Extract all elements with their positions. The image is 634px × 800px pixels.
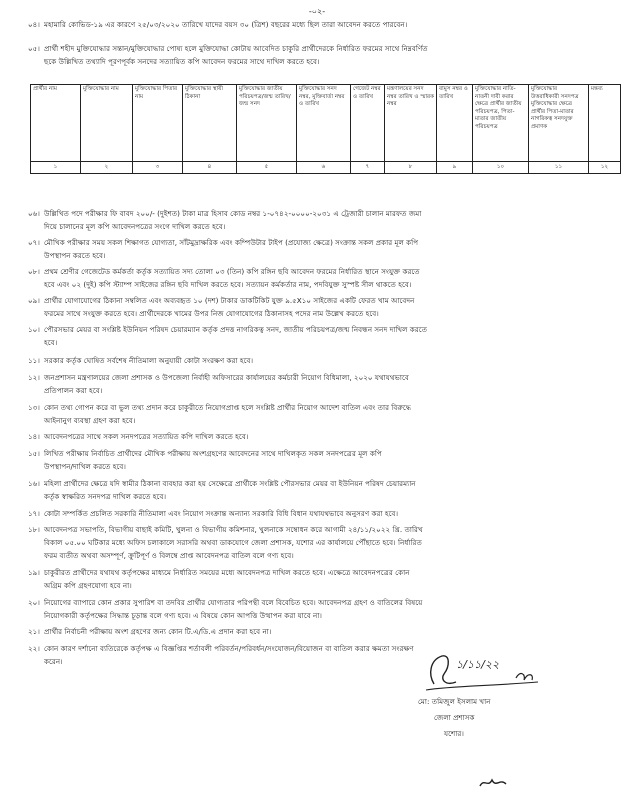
table-number-cell: ৫	[237, 162, 297, 174]
freedom-fighter-table	[30, 84, 621, 174]
table-number-cell: ৯	[437, 162, 473, 174]
page-number: -০২-	[308, 7, 326, 16]
table-number-cell: ৪	[183, 162, 237, 174]
item-18-line-2: বিকাল ০৫.০০ ঘটিকার মধ্যে অফিস চলাকালে সরাসরি অথবা ডাকযোগে জেলা প্রশাসক, যশোর এর কার্যালয়ে পৌঁছাতে হবে। নির্ধারিত	[44, 538, 422, 547]
item-04-line-1: ০৪। মহামারি কোভিড-১৯ এর কারণে ২৫/০৩/২০২০ তারিখে যাদের বয়স ৩০ (ত্রিশ) বছরের মধ্যে ছিল তারা আবেদন করতে পারবেন।	[28, 20, 408, 29]
item-19-line-2: অগ্রিম কপি গ্রহণযোগ্য হবে না।	[44, 581, 132, 590]
item-09-line-2: ফরমের সাথে সংযুক্ত করতে হবে। প্রার্থীদেরকে খামের উপর নিজ যোগাযোগের ঠিকানাসহ পদের নাম উল্লেখ করতে হবে।	[44, 309, 379, 318]
item-20-line-2: নিয়োগকারী কর্তৃপক্ষের সিদ্ধান্ত চূড়ান্ত বলে গণ্য হবে। এ বিষয়ে কোন আপত্তি উত্থাপন করা যাবে না।	[44, 611, 322, 620]
signature-date: ১/১১/২২	[456, 658, 500, 671]
item-19-line-1: ১৯। চাকুরীরত প্রার্থীদের যথাযথ কর্তৃপক্ষের মাধ্যমে নির্ধারিত সময়ের মধ্যে আবেদনপত্র দাখিল করতে হবে। এক্ষেত্রে আবেদনপত্রের কোন	[28, 568, 410, 577]
item-12-line-2: প্রতিপালন করা হবে।	[44, 386, 103, 395]
signatory-designation: জেলা প্রশাসক	[434, 713, 475, 722]
item-12-line-1: ১২। জনপ্রশাসন মন্ত্রণালয়ের জেলা প্রশাসক ও উপজেলা নির্বাহী অফিসারের কার্যালয়ের কর্মচারী নিয়োগ বিধিমালা, ২০২০ যথাযথভাবে	[28, 373, 409, 382]
table-number-cell: ১১	[529, 162, 589, 174]
signatory-name: মো: তমিজুল ইসলাম খান	[418, 697, 491, 706]
table-header-cell: মুক্তিযোদ্ধার জাতীয় পরিচয়পত্র/জন্ম তারিখ/জন্ম সনদ	[237, 85, 297, 162]
table-header-row	[31, 85, 621, 162]
item-13-line-1: ১৩। কোন তথ্য গোপন করে বা ভুল তথ্য প্রদান করে চাকুরীতে নিয়োগপ্রাপ্ত হলে সংশ্লিষ্ট প্রার্থীর নিয়োগ আদেশ বাতিল এবং তার বিরুদ্ধে	[28, 403, 412, 412]
table-header-cell: মন্ত্রণালয়ের সনদ নম্বর তারিখ ও স্মারক নম্বর	[385, 85, 437, 162]
table-header-cell: গেজেট নম্বর ও তারিখ	[351, 85, 385, 162]
item-16-line-1: ১৬। মহিলা প্রার্থীদের ক্ষেত্রে যদি স্বামীর ঠিকানা ব্যবহার করা হয় সেক্ষেত্রে প্রার্থীকে সংশ্লিষ্ট পৌরসভার মেয়র বা ইউনিয়ন পরিষদ চেয়ারম্যান	[28, 479, 416, 488]
item-15-line-2: উপস্থাপন/দাখিল করতে হবে।	[44, 462, 126, 471]
item-06-line-2: দিয়ে চালানের মূল কপি আবেদনপত্রের সংগে দাখিল করতে হবে।	[44, 222, 226, 231]
item-17-line-1: ১৭। কোটা সম্পর্কিত প্রচলিত সরকারি নীতিমালা এবং নিয়োগ সংক্রান্ত অন্যান্য সরকারি বিধি বিধান যথাযথভাবে অনুসরণ করা হবে।	[28, 509, 399, 518]
item-14-line-1: ১৪। আবেদনপত্রের সাথে সকল সনদপত্রের সত্যায়িত কপি দাখিল করতে হবে।	[28, 432, 249, 441]
item-13-line-2: আইনানুগ ব্যবস্থা গ্রহণ করা হবে।	[44, 416, 136, 425]
table-number-cell: ১২	[589, 162, 621, 174]
item-08-line-1: ০৮। প্রথম শ্রেণীর গেজেটেড কর্মকর্তা কর্তৃক সত্যায়িত সদ্য তোলা ০৩ (তিন) কপি রঙ্গিন ছবি আবেদন ফরমের নির্ধারিত স্থানে সংযুক্ত করতে	[28, 267, 420, 276]
item-22-line-1: ২২। কোন কারণ দর্শানো ব্যতিরেকে কর্তৃপক্ষ এ বিজ্ঞপ্তির শর্তাবলী পরিবর্তন/পরিবর্ধন/সংযোজন/বিয়োজন বা বাতিল করার ক্ষমতা সংরক্ষণ	[28, 644, 414, 653]
item-20-line-1: ২০। নিয়োগের ব্যাপারে কোন প্রকার সুপারিশ বা তদবির প্রার্থীর যোগ্যতার পরিপন্থী বলে বিবেচিত হবে। আবেদনপত্র গ্রহণ ও বাতিলের বিষয়ে	[28, 598, 423, 607]
item-18-line-1: ১৮। আবেদনপত্র সভাপতি, বিভাগীয় বাছাই কমিটি, খুলনা ও বিভাগীয় কমিশনার, খুলনাকে সম্বোধন করে আগামী ২৪/১১/২০২২ খ্রি. তারিখ	[28, 525, 423, 534]
table-number-cell: ৩	[133, 162, 183, 174]
table-number-cell: ৭	[351, 162, 385, 174]
item-18-line-3: ফরম ব্যতীত অথবা অসম্পূর্ণ, ক্রুটিপূর্ণ ও বিলম্বে প্রাপ্ত আবেদনপত্র বাতিল বলে গণ্য হবে।	[44, 551, 294, 560]
item-21-line-1: ২১। প্রার্থীর নির্বাচনী পরীক্ষায় অংশ গ্রহণের জন্য কোন টি.এ/ডি.এ প্রদান করা হবে না।	[28, 627, 272, 636]
table-header-cell: প্রার্থীর নাম	[31, 85, 81, 162]
item-07-line-2: উপস্থাপন করতে হবে।	[44, 251, 106, 260]
item-09-line-1: ০৯। প্রার্থীর যোগাযোগের ঠিকানা সম্বলিত এবং অব্যবহৃত ১০ (দশ) টাকার ডাকটিকিট যুক্ত ৯.৫X১০ সাইজের একটি ফেরত খাম আবেদন	[28, 296, 415, 305]
item-10-line-2: হবে।	[44, 338, 58, 347]
table-header-cell: মুক্তিযোদ্ধার উত্তরাধিকারী সনদপত্র মুক্তিযোদ্ধার ক্ষেত্রে প্রার্থীর পিতা-মাতার নাগরিকত্ব সনদযুক্ত প্রমাণক	[529, 85, 589, 162]
item-22-line-2: করেন।	[44, 657, 63, 666]
item-06-line-1: ০৬। উল্লিখিত পদে পরীক্ষার ফি বাবদ ২০০/- (দুইশত) টাকা মাত্র হিসাব কোড নম্বর ১-০৭৪২-০০০০-২০৩১ এ ট্রেজারী চালান মারফত জমা	[28, 209, 422, 218]
table-header-cell: মুক্তিযোদ্ধার সনদ নম্বর, মুক্তিবার্তা নম্বর ও তারিখ	[297, 85, 351, 162]
item-05-line-2: ছকে উল্লিখিত তথ্যাদি পূরণপূর্বক সনদের সত্যায়িত কপি আবেদন ফরমের সাথে দাখিল করতে হবে।	[44, 57, 320, 66]
item-07-line-1: ০৭। মৌখিক পরীক্ষার সময় সকল শিক্ষাগত যোগ্যতা, সাঁটমুদ্রাক্ষরিক এবং কম্পিউটার টাইপ (প্রযোজ্য ক্ষেত্রে) সংক্রান্ত সকল প্রকার মূল কপি	[28, 238, 419, 247]
item-10-line-1: ১০। পৌরসভার মেয়র বা সংশ্লিষ্ট ইউনিয়ন পরিষদ চেয়ারম্যান কর্তৃক প্রদত্ত নাগরিকত্ব সনদ, জাতীয় পরিচয়পত্র/জন্ম নিবন্ধন সনদ দাখিল করতে	[28, 325, 428, 334]
table-header-cell: মুক্তিযোদ্ধার পিতার নাম	[133, 85, 183, 162]
table-header-cell: বামুস নম্বর ও তারিখ	[437, 85, 473, 162]
item-05-line-1: ০৫। প্রার্থী শহীদ মুক্তিযোদ্ধার সন্তান/মুক্তিযোদ্ধার পোষ্য হলে মুক্তিযোদ্ধা কোটায় আবেদিত চাকুরি প্রার্থীদেরকে নির্ধারিত ফরমের সাথে নিম্নবর্ণিত	[28, 44, 428, 53]
item-08-line-2: হবে এবং ০২ (দুই) কপি স্ট্যাম্প সাইজের রঙ্গিন ছবি দাখিল করতে হবে। সত্যায়ন কর্মকর্তার নাম, পদবিযুক্ত সুস্পষ্ট সীল থাকতে হবে।	[44, 280, 412, 289]
item-11-line-1: ১১। সরকার কর্তৃক ঘোষিত সর্বশেষ নীতিমালা অনুযায়ী কোটা সংরক্ষণ করা হবে।	[28, 356, 254, 365]
table-number-row	[31, 162, 621, 174]
item-15-line-1: ১৫। লিখিত পরীক্ষায় নির্বাচিত প্রার্থীদের মৌখিক পরীক্ষায় অংশগ্রহণের আবেদনের সাথে দাখিলকৃত সকল সনদপত্রের মূল কপি	[28, 449, 382, 458]
initials-mark	[478, 776, 508, 790]
table-number-cell: ৬	[297, 162, 351, 174]
table-number-cell: ১	[31, 162, 81, 174]
handwritten-signature	[420, 646, 550, 696]
table-header-cell: মুক্তিযোদ্ধার নাতি-নাতনী দাবী করার ক্ষেত্রে প্রার্থীর জাতীয় পরিচয়পত্র, পিতা-মাতার জাতীয় পরিচয়পত্র	[473, 85, 529, 162]
item-16-line-2: কর্তৃক স্বাক্ষরিত সনদপত্র দাখিল করতে হবে।	[44, 492, 167, 501]
table-number-cell: ২	[81, 162, 133, 174]
signatory-place: যশোর।	[444, 729, 464, 738]
table-number-cell: ১০	[473, 162, 529, 174]
table-number-cell: ৮	[385, 162, 437, 174]
table-header-cell: মুক্তিযোদ্ধার নাম	[81, 85, 133, 162]
table-header-cell: মুক্তিযোদ্ধার স্থায়ী ঠিকানা	[183, 85, 237, 162]
table-header-cell: মন্তব্য	[589, 85, 621, 162]
